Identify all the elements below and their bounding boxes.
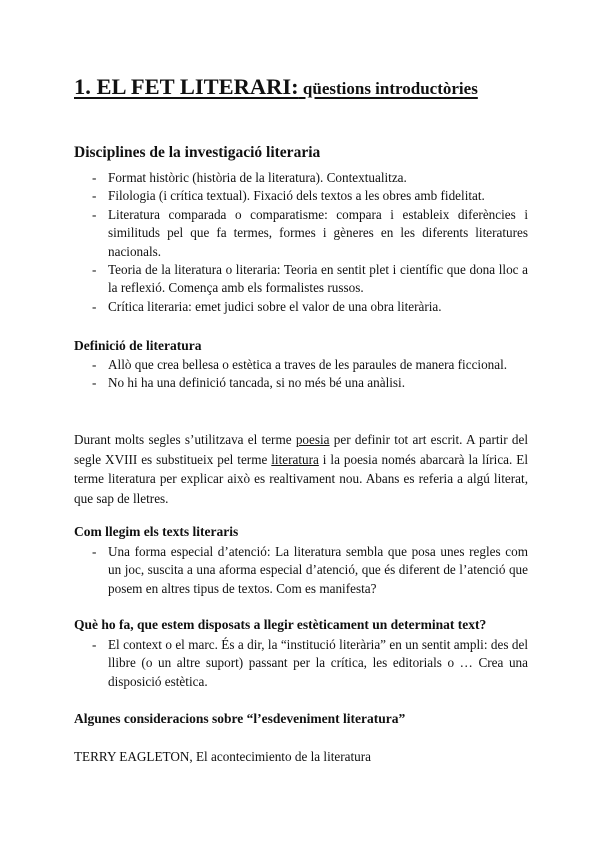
list-item: - Una forma especial d’atenció: La literatura sembla que posa unes regles com un joc, suscita a una aforma especial d’atenció, que és diferent de l’atenció que posem en altres tipus de textos. Com es manifesta? (92, 544, 528, 596)
list-item: - Literatura comparada o comparatisme: compara i estableix diferències i similituds pel que fa termes, formes i gèneres en les diferents literatures nacionals. (92, 206, 528, 259)
page-title (74, 74, 478, 100)
term-literatura: literatura (271, 451, 319, 467)
bullet-dash: - (92, 637, 97, 652)
disciplines-list (92, 169, 528, 316)
term-poesia: poesia (295, 432, 330, 447)
definition-list (92, 356, 528, 393)
bullet-dash: - (92, 188, 97, 204)
section-heading-definition: Definició de literatura (74, 338, 202, 353)
bullet-dash: - (92, 262, 97, 278)
bullet-dash: - (92, 206, 97, 222)
section-heading-event: Algunes consideracions sobre “l’esdeveniment literatura” (74, 711, 406, 726)
bullet-dash: - (92, 357, 97, 372)
list-item: - Filologia (i crítica textual). Fixació dels textos a les obres amb fidelitat. (92, 187, 528, 205)
title-subtitle: qüestions introductòries (298, 79, 478, 98)
bullet-dash: - (92, 544, 97, 559)
aesthetic-list (92, 636, 528, 691)
list-item: - No hi ha una definició tancada, si no més bé una anàlisi. (92, 374, 528, 392)
bullet-dash: - (92, 375, 97, 391)
literature-paragraph: Durant molts segles s’utilitzava el terme poesia per definir tot art escrit. A partir del segle XVIII es substitueix pel terme literatura i la poesia només abarcarà la lírica. El terme literatura per explicar això es realtivament nou. Abans es referia a algú literat, que sap de lletres. (74, 432, 528, 506)
title-main: 1. EL FET LITERARI: (74, 74, 299, 99)
list-item: - Crítica literaria: emet judici sobre el valor de una obra literària. (92, 298, 528, 316)
list-item: - El context o el marc. És a dir, la “institució literària” en un sentit ampli: des del llibre (o un altre suport) passant per la crítica, les editorials o … Crea una disposició estètica. (92, 637, 528, 689)
list-item: - Allò que crea bellesa o estètica a traves de les paraules de manera ficcional. (92, 356, 528, 374)
list-item: - Teoria de la literatura o literaria: Teoria en sentit plet i científic que dona lloc a la reflexió. Comença amb els formalistes russos. (92, 262, 528, 296)
section-heading-disciplines: Disciplines de la investigació literaria (74, 144, 321, 161)
list-item: - Format històric (història de la literatura). Contextualitza. (92, 169, 528, 187)
bullet-dash: - (92, 170, 97, 185)
section-heading-aesthetic: Què ho fa, que estem disposats a llegir estèticament un determinat text? (74, 617, 487, 632)
section-heading-reading: Com llegim els texts literaris (74, 524, 239, 539)
bullet-dash: - (92, 298, 97, 314)
reading-list (92, 543, 528, 598)
reference-line: TERRY EAGLETON, El acontecimiento de la literatura (74, 749, 371, 764)
